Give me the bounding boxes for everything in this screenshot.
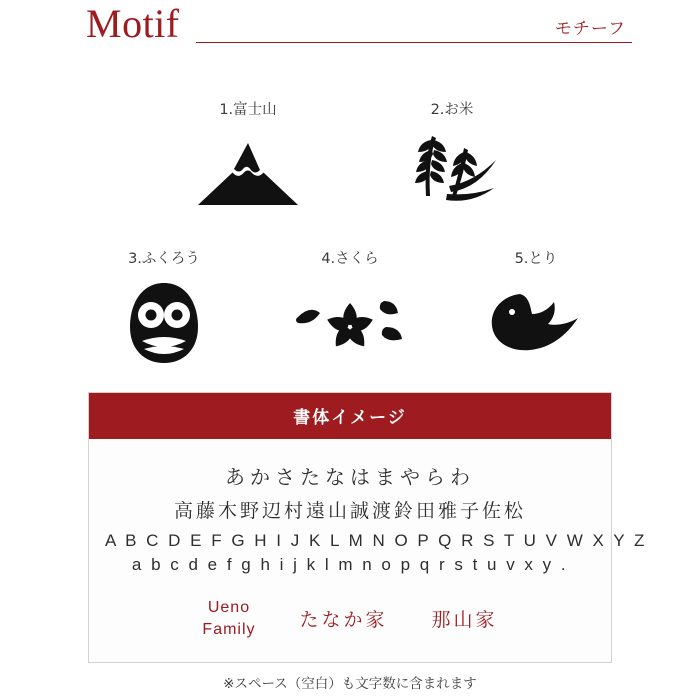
- motif-label: 3.ふくろう: [128, 251, 200, 267]
- motif-label: 1.富士山: [219, 102, 277, 118]
- name-sample-row: [105, 597, 595, 646]
- motif-option-bird[interactable]: [471, 247, 601, 368]
- motif-option-sakura[interactable]: [285, 247, 415, 368]
- sample-latin-lowercase: a b c d e f g h i j k l m n o p q r s t u v x y .: [131, 555, 569, 574]
- motif-options: [0, 98, 700, 398]
- name-sample-tanaka: たなか家: [299, 609, 388, 632]
- sample-hiragana: あかさたなはまやらわ: [225, 465, 475, 489]
- sample-latin-uppercase: A B C D E F G H I J K L M N O P Q R S T U V W X Y Z: [105, 531, 647, 550]
- font-panel-title: 書体イメージ: [89, 393, 611, 439]
- title-underline: [196, 42, 632, 43]
- motif-option-rice[interactable]: [387, 98, 517, 219]
- font-panel-body: [89, 439, 647, 662]
- motif-label: 4.さくら: [321, 251, 379, 267]
- motif-option-owl[interactable]: [99, 247, 229, 368]
- font-sample-panel: [88, 392, 647, 663]
- motif-row-top: [0, 98, 700, 219]
- page-header: [0, 0, 700, 62]
- name-sample-line1: Ueno: [207, 599, 251, 616]
- rice-ear-icon: [387, 129, 517, 219]
- motif-row-bottom: [0, 247, 700, 368]
- page-subtitle: モチーフ: [554, 19, 626, 39]
- name-sample-nayama: 那山家: [431, 609, 498, 632]
- sample-kanji: 高藤木野辺村遠山誠渡鈴田雅子佐松: [173, 500, 526, 522]
- motif-option-mount-fuji[interactable]: [183, 98, 313, 219]
- cherry-blossom-icon: [285, 278, 415, 368]
- motif-label: 5.とり: [514, 251, 558, 267]
- mount-fuji-icon: [183, 129, 313, 219]
- bird-icon: [471, 278, 601, 368]
- name-sample-english: [202, 597, 255, 640]
- owl-icon: [99, 278, 229, 368]
- motif-label: 2.お米: [430, 102, 474, 118]
- footnote: ※スペース（空白）も文字数に含まれます: [223, 676, 477, 692]
- page-title: Motif: [86, 1, 180, 46]
- name-sample-line2: Family: [202, 620, 256, 638]
